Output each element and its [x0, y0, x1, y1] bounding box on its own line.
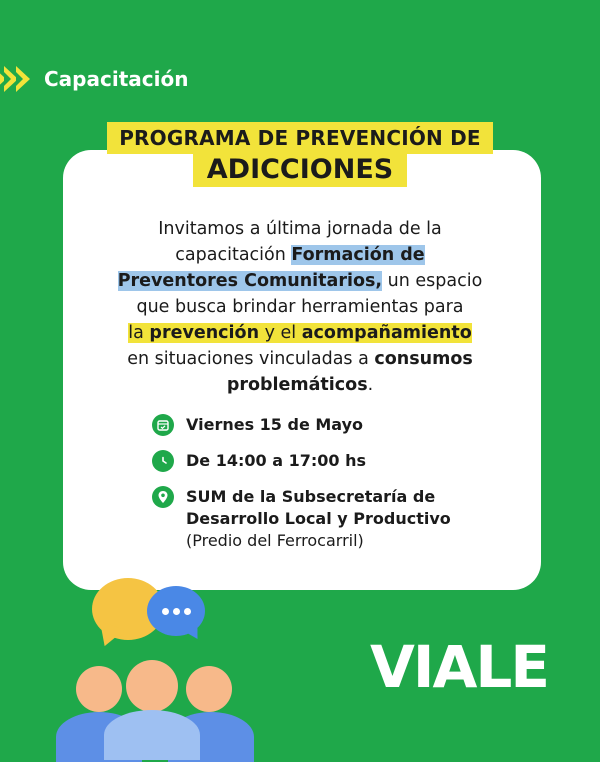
program-title [0, 122, 600, 187]
highlight-training-name: Preventores Comunitarios, [117, 271, 383, 291]
invitation-text [70, 216, 530, 398]
body-line: Preventores Comunitarios, un espacio [117, 271, 483, 291]
location-pin-icon [152, 486, 174, 508]
body-line: la prevención y el acompañamiento [128, 323, 472, 343]
info-time: De 14:00 a 17:00 hs [152, 450, 366, 472]
calendar-icon [152, 414, 174, 436]
info-date: Viernes 15 de Mayo [152, 414, 363, 436]
body-line: Invitamos a última jornada de la [158, 219, 442, 239]
body-line: capacitación Formación de [175, 245, 425, 265]
info-location: SUM de la Subsecretaría de Desarrollo Local y Productivo (Predio del Ferrocarril) [152, 486, 451, 552]
highlight-training-name: Formación de [291, 245, 425, 265]
title-line-1: PROGRAMA DE PREVENCIÓN DE [107, 122, 493, 154]
body-line: que busca brindar herramientas para [136, 297, 464, 317]
header-title: Capacitación [44, 67, 189, 91]
chevron-right-icon [0, 66, 28, 92]
viale-logo: VIALE [370, 633, 548, 701]
title-line-2: ADICCIONES [193, 152, 407, 187]
chat-bubble-icon [147, 586, 205, 636]
clock-icon [152, 450, 174, 472]
header [0, 62, 188, 96]
body-line: problemáticos. [226, 375, 374, 395]
body-line: en situaciones vinculadas a consumos [127, 349, 473, 369]
